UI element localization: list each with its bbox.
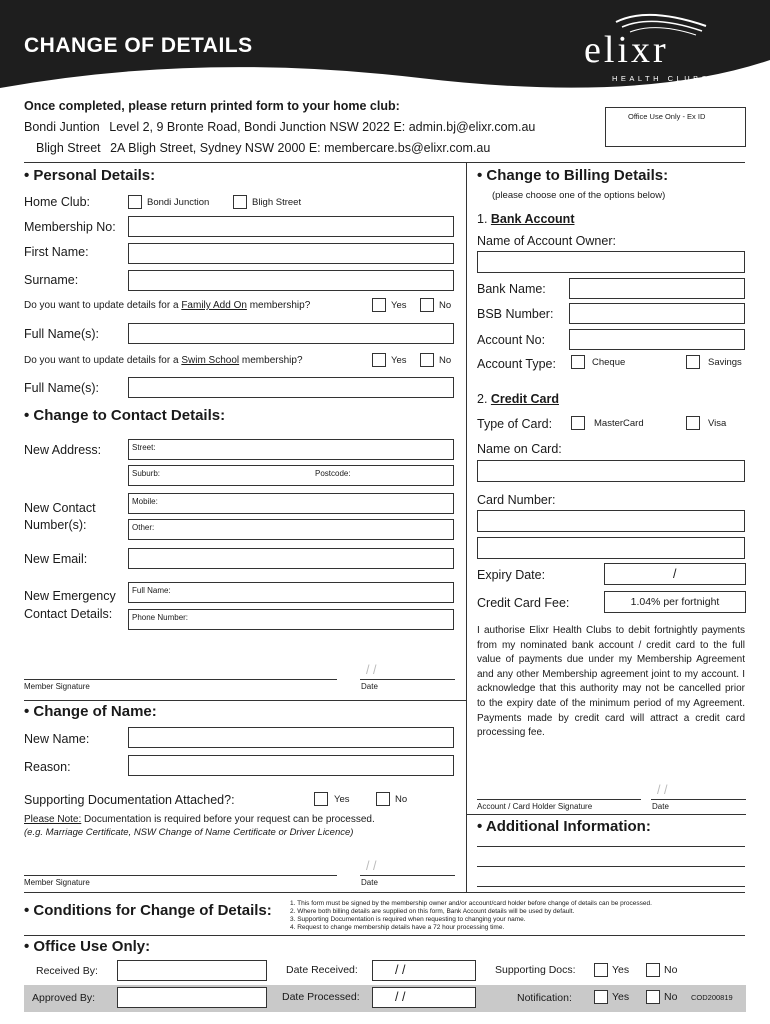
office-docs-no-checkbox[interactable] [646, 963, 660, 977]
divider-office [24, 935, 745, 936]
name-on-card-label: Name on Card: [477, 442, 562, 456]
billing-date-line[interactable] [651, 799, 746, 800]
account-owner-field[interactable] [477, 251, 745, 273]
expiry-field[interactable] [604, 563, 746, 585]
date-line-1[interactable] [360, 679, 455, 680]
column-divider [466, 162, 467, 892]
emergency-phone-field[interactable] [128, 609, 454, 630]
new-email-field[interactable] [128, 548, 454, 569]
family-q-post: membership? [246, 300, 311, 311]
approved-by-label: Approved By: [32, 992, 96, 1004]
family-yes-checkbox[interactable] [372, 298, 386, 312]
office-docs-no-label: No [664, 964, 678, 976]
notification-yes-label: Yes [612, 991, 630, 1003]
logo-subtitle: HEALTH CLUBS [612, 74, 711, 83]
swim-no-checkbox[interactable] [420, 353, 434, 367]
membership-no-label: Membership No: [24, 220, 116, 234]
account-no-field[interactable] [569, 329, 745, 350]
bank-account-heading [477, 212, 574, 226]
suburb-field[interactable] [128, 465, 454, 486]
bank-name-field[interactable] [569, 278, 745, 299]
street-label: Street: [132, 443, 156, 452]
date-processed-field[interactable] [372, 987, 476, 1008]
conditions-heading: • Conditions for Change of Details: [24, 902, 272, 919]
supporting-docs-question: Supporting Documentation Attached?: [24, 793, 235, 807]
emergency-label-2: Contact Details: [24, 607, 113, 621]
home-club-label: Home Club: [24, 195, 90, 209]
date-label-1: Date [361, 682, 378, 691]
membership-no-field[interactable] [128, 216, 454, 237]
office-use-ex-id-box[interactable] [605, 107, 746, 147]
divider-conditions [24, 892, 745, 893]
reason-label: Reason: [24, 760, 71, 774]
visa-checkbox[interactable] [686, 416, 700, 430]
date-processed-separator: / / [395, 990, 406, 1004]
member-signature-line-1[interactable] [24, 679, 337, 680]
family-addon-question [24, 300, 310, 311]
new-email-label: New Email: [24, 552, 88, 566]
account-type-label: Account Type: [477, 357, 556, 371]
home-club-bligh-checkbox[interactable] [233, 195, 247, 209]
reason-field[interactable] [128, 755, 454, 776]
cheque-label: Cheque [592, 357, 626, 368]
date-received-label: Date Received: [286, 964, 358, 976]
new-contact-label-2: Number(s): [24, 518, 87, 532]
club2-name: Bligh Street [36, 141, 101, 155]
mastercard-checkbox[interactable] [571, 416, 585, 430]
swim-no-label: No [439, 355, 452, 366]
date-received-field[interactable] [372, 960, 476, 981]
condition-3: 3. Supporting Documentation is required when requesting to changing your name. [290, 916, 526, 923]
personal-heading: • Personal Details: [24, 167, 156, 184]
credit-card-heading [477, 392, 559, 406]
swim-q-pre: Do you want to update details for a [24, 355, 182, 366]
additional-line-1[interactable] [477, 846, 745, 847]
bank-name-label: Bank Name: [477, 282, 546, 296]
club1-name: Bondi Juntion [24, 120, 100, 134]
condition-4: 4. Request to change membership details have a 72 hour processing time. [290, 924, 505, 931]
please-note-text: Documentation is required before your request can be processed. [81, 814, 375, 825]
surname-field[interactable] [128, 270, 454, 291]
surname-label: Surname: [24, 273, 79, 287]
additional-line-3[interactable] [477, 886, 745, 887]
office-use-ex-id-label: Office Use Only - Ex ID [628, 112, 706, 121]
swim-full-names-field[interactable] [128, 377, 454, 398]
club1-line [24, 120, 535, 134]
office-docs-yes-label: Yes [612, 964, 630, 976]
family-no-checkbox[interactable] [420, 298, 434, 312]
mobile-label: Mobile: [132, 497, 158, 506]
savings-checkbox[interactable] [686, 355, 700, 369]
family-full-names-field[interactable] [128, 323, 454, 344]
notification-yes-checkbox[interactable] [594, 990, 608, 1004]
club2-detail: 2A Bligh Street, Sydney NSW 2000 E: membercare.bs@elixr.com.au [110, 141, 491, 155]
contact-heading: • Change to Contact Details: [24, 407, 226, 424]
swim-yes-label: Yes [391, 355, 407, 366]
new-contact-label-1: New Contact [24, 501, 96, 515]
supporting-no-label: No [395, 794, 408, 805]
please-note-example: (e.g. Marriage Certificate, NSW Change of Name Certificate or Driver Licence) [24, 827, 354, 838]
billing-date-placeholder: / / [657, 783, 668, 797]
card-number-field-2[interactable] [477, 537, 745, 559]
savings-label: Savings [708, 357, 742, 368]
date-line-2[interactable] [360, 875, 455, 876]
additional-line-2[interactable] [477, 866, 745, 867]
divider-top [24, 162, 745, 163]
notification-label: Notification: [517, 992, 572, 1004]
office-docs-yes-checkbox[interactable] [594, 963, 608, 977]
family-no-label: No [439, 300, 452, 311]
supporting-yes-checkbox[interactable] [314, 792, 328, 806]
club1-detail: Level 2, 9 Bronte Road, Bondi Junction NSW 2022 E: admin.bj@elixr.com.au [109, 120, 536, 134]
emergency-label-1: New Emergency [24, 589, 116, 603]
family-q-link: Family Add On [181, 300, 247, 311]
additional-heading: • Additional Information: [477, 818, 651, 835]
bank-heading-text: Bank Account [490, 212, 575, 226]
home-club-bondi-label: Bondi Junction [147, 197, 210, 208]
card-number-field-1[interactable] [477, 510, 745, 532]
notification-no-label: No [664, 991, 678, 1003]
condition-2: 2. Where both billing details are supplied on this form, Bank Account details will be used by default. [290, 908, 575, 915]
card-heading-num: 2. [477, 392, 491, 406]
divider-additional [466, 814, 746, 815]
new-name-field[interactable] [128, 727, 454, 748]
elixr-logo [578, 10, 718, 88]
return-heading: Once completed, please return printed form to your home club: [24, 99, 400, 113]
billing-subheading: (please choose one of the options below) [492, 190, 666, 201]
date-placeholder-1: / / [366, 663, 377, 677]
postcode-label: Postcode: [315, 469, 351, 478]
emergency-full-name-label: Full Name: [132, 586, 171, 595]
swim-q-post: membership? [239, 355, 303, 366]
expiry-separator: / [673, 567, 677, 581]
bsb-field[interactable] [569, 303, 745, 324]
family-q-pre: Do you want to update details for a [24, 300, 182, 311]
street-field[interactable] [128, 439, 454, 460]
bank-heading-num: 1. [477, 212, 491, 226]
first-name-label: First Name: [24, 245, 89, 259]
date-label-2: Date [361, 878, 378, 887]
club2-line [36, 141, 490, 155]
date-placeholder-2: / / [366, 859, 377, 873]
new-name-label: New Name: [24, 732, 90, 746]
please-note [24, 814, 375, 825]
member-signature-label-1: Member Signature [24, 682, 90, 691]
other-phone-field[interactable] [128, 519, 454, 540]
member-signature-label-2: Member Signature [24, 878, 90, 887]
swim-yes-checkbox[interactable] [372, 353, 386, 367]
mobile-field[interactable] [128, 493, 454, 514]
visa-label: Visa [708, 418, 727, 429]
swim-full-names-label: Full Name(s): [24, 381, 100, 395]
supporting-docs-label: Supporting Docs: [495, 964, 576, 976]
date-received-separator: / / [395, 963, 406, 977]
emergency-phone-label: Phone Number: [132, 613, 189, 622]
notification-no-checkbox[interactable] [646, 990, 660, 1004]
account-holder-signature-line[interactable] [477, 799, 641, 800]
bsb-label: BSB Number: [477, 307, 554, 321]
supporting-yes-label: Yes [334, 794, 350, 805]
office-heading: • Office Use Only: [24, 938, 151, 955]
mastercard-label: MasterCard [594, 418, 644, 429]
name-on-card-field[interactable] [477, 460, 745, 482]
account-holder-signature-label: Account / Card Holder Signature [477, 802, 593, 811]
home-club-bondi-checkbox[interactable] [128, 195, 142, 209]
please-note-label: Please Note: [24, 814, 82, 825]
member-signature-line-2[interactable] [24, 875, 337, 876]
supporting-no-checkbox[interactable] [376, 792, 390, 806]
family-full-names-label: Full Name(s): [24, 327, 100, 341]
emergency-full-name-field[interactable] [128, 582, 454, 603]
family-yes-label: Yes [391, 300, 407, 311]
card-fee-label: Credit Card Fee: [477, 596, 570, 610]
authorisation-text: I authorise Elixr Health Clubs to debit fortnightly payments from my nominated bank account / credit card to the full value of payments due under my Membership Agreement and any other Membership agreement joint to my account. I acknowledge that this authority may not be cancelled prior to the expiry date of the minimum period of my Agreement. Payments made by credit card will attract a credit card processing fee. [477, 625, 745, 739]
form-code: COD200819 [691, 993, 733, 1002]
billing-date-label: Date [652, 802, 669, 811]
account-owner-label: Name of Account Owner: [477, 234, 616, 248]
name-change-heading: • Change of Name: [24, 703, 157, 720]
swim-q-link: Swim School [181, 355, 240, 366]
home-club-bligh-label: Bligh Street [252, 197, 302, 208]
received-by-field[interactable] [117, 960, 267, 981]
logo-wordmark: elixr [584, 29, 669, 71]
new-address-label: New Address: [24, 443, 102, 457]
account-no-label: Account No: [477, 333, 546, 347]
billing-heading: • Change to Billing Details: [477, 167, 669, 184]
received-by-label: Received By: [36, 965, 98, 977]
approved-by-field[interactable] [117, 987, 267, 1008]
card-number-label: Card Number: [477, 493, 556, 507]
expiry-label: Expiry Date: [477, 568, 546, 582]
other-phone-label: Other: [132, 523, 155, 532]
condition-1: 1. This form must be signed by the membership owner and/or account/card holder before change of details can be processed. [290, 900, 652, 907]
cheque-checkbox[interactable] [571, 355, 585, 369]
date-processed-label: Date Processed: [282, 991, 360, 1003]
suburb-label: Suburb: [132, 469, 161, 478]
swim-school-question [24, 355, 303, 366]
card-fee-field [604, 591, 746, 613]
card-fee-value: 1.04% per fortnight [630, 596, 720, 608]
page-title: CHANGE OF DETAILS [24, 34, 253, 57]
first-name-field[interactable] [128, 243, 454, 264]
card-heading-text: Credit Card [490, 392, 559, 406]
divider-name-change [24, 700, 466, 701]
card-type-label: Type of Card: [477, 417, 553, 431]
